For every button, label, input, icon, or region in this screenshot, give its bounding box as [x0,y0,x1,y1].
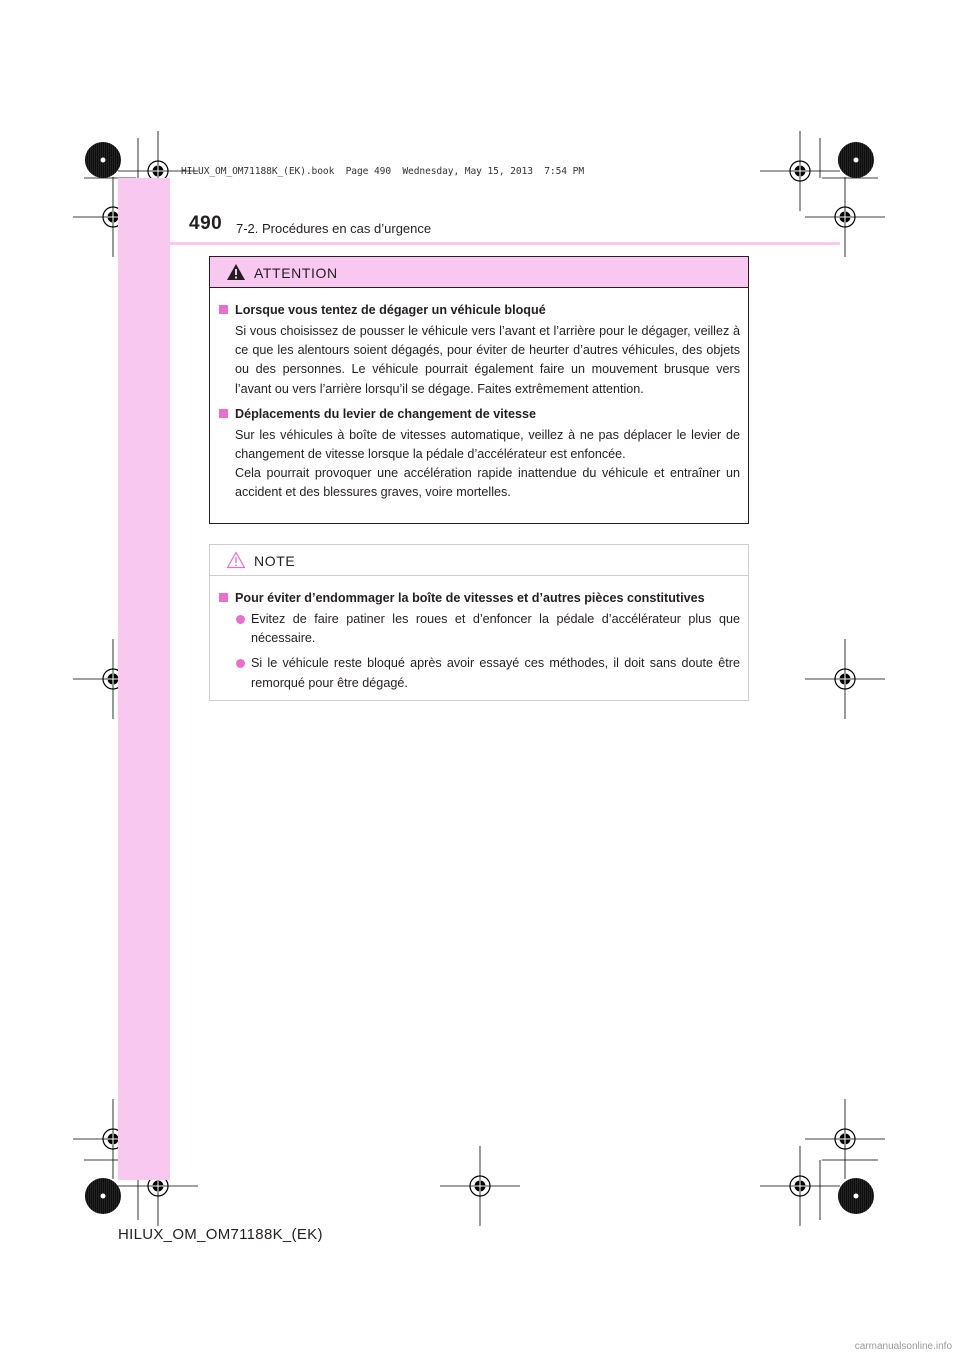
attention-heading-1: Lorsque vous tentez de dégager un véhicule bloqué [219,301,740,319]
chapter-side-bar [118,178,170,1180]
attention-header [210,257,748,288]
watermark: carmanualsonline.info [854,1341,952,1352]
note-bullet-1: Evitez de faire patiner les roues et d’enfoncer la pédale d’accélérateur plus que nécessaire. [219,610,740,648]
attention-text-2: Sur les véhicules à boîte de vitesses automatique, veillez à ne pas déplacer le levier de changement de vitesse lorsque la pédale d’accélérateur est enfoncée. [235,427,740,462]
attention-label: ATTENTION [254,265,338,281]
page-number: 490 [189,213,223,234]
warning-icon [226,263,246,281]
footer-code: HILUX_OM_OM71188K_(EK) [118,1226,323,1243]
attention-heading-2: Déplacements du levier de changement de vitesse [219,405,740,423]
round-bullet-icon [236,615,245,624]
attention-text-1: Si vous choisissez de pousser le véhicule vers l’avant et l’arrière pour le dégager, veillez à ce que les alentours soient dégagés, pour éviter de heurter d’autres véhicules, des objets ou des personnes. Le véhicule pourrait également faire un mouvement brusque vers l’avant ou vers l’arrière lorsqu’il se dégage. Faites extrêmement attention. [235,324,740,396]
square-bullet-icon [219,305,228,314]
square-bullet-icon [219,593,228,602]
note-header [210,545,748,576]
print-info: HILUX_OM_OM71188K_(EK).book Page 490 Wednesday, May 15, 2013 7:54 PM [181,166,584,177]
section-title: 7-2. Procédures en cas d’urgence [236,221,432,236]
attention-box [209,256,749,524]
note-box [209,544,749,701]
note-heading: Pour éviter d’endommager la boîte de vitesses et d’autres pièces constitutives [219,589,740,607]
attention-text-3: Cela pourrait provoquer une accélération rapide inattendue du véhicule et entraîner un accident et des blessures graves, voire mortelles. [235,466,740,500]
note-bullet-2: Si le véhicule reste bloqué après avoir essayé ces méthodes, il doit sans doute être remorqué pour être dégagé. [219,654,740,692]
note-label: NOTE [254,553,296,569]
header-rule [118,242,840,245]
caution-icon [226,551,246,569]
round-bullet-icon [236,659,245,668]
square-bullet-icon [219,409,228,418]
